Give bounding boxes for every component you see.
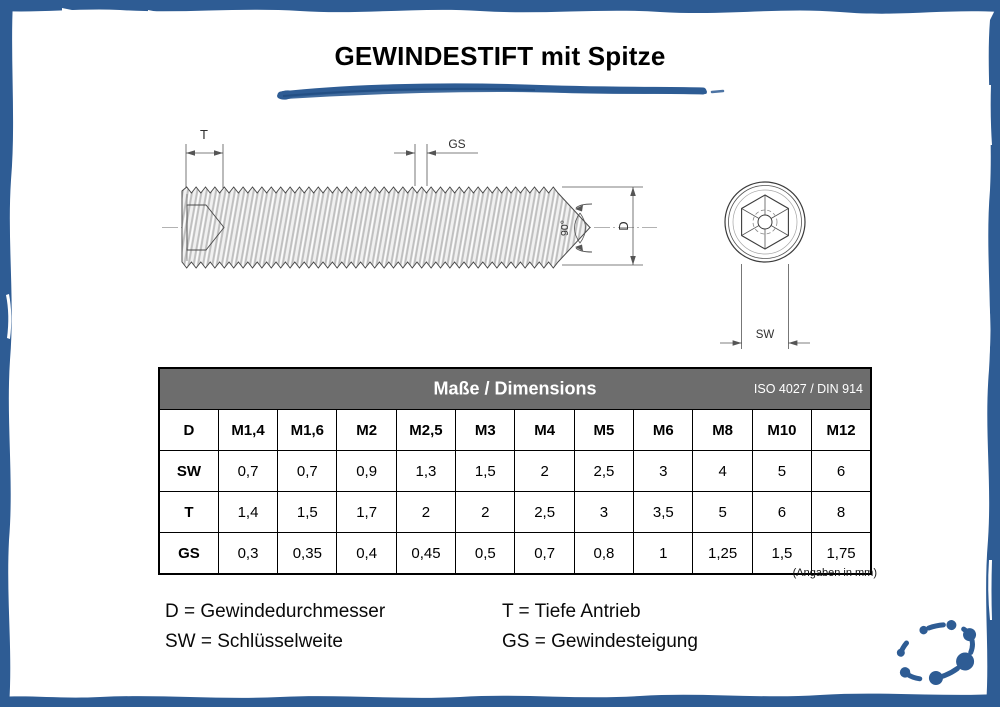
table-cell: 1,75: [812, 533, 871, 575]
table-cell: 0,35: [278, 533, 337, 575]
col-header: M3: [456, 410, 515, 451]
table-cell: 5: [693, 492, 752, 533]
table-cell: 1,25: [693, 533, 752, 575]
table-row-t: [159, 492, 871, 533]
table-cell: 1,5: [752, 533, 811, 575]
col-header: M4: [515, 410, 574, 451]
table-cell: 1,3: [396, 451, 455, 492]
title-underline-brush: [275, 78, 730, 108]
dimension-T-label: T: [200, 127, 208, 142]
table-row-gs: [159, 533, 871, 575]
table-cell: 2,5: [515, 492, 574, 533]
col-header: M10: [752, 410, 811, 451]
front-view-drawing: [700, 152, 850, 362]
table-cell: 6: [752, 492, 811, 533]
table-cell: 0,3: [218, 533, 277, 575]
units-note: (Angaben in mm): [792, 567, 877, 579]
table-cell: 8: [812, 492, 871, 533]
dimension-GS-arrows: [406, 150, 436, 156]
row-label: SW: [159, 451, 218, 492]
table-cell: 2: [456, 492, 515, 533]
table-cell: 0,9: [337, 451, 396, 492]
center-hole: [758, 215, 772, 229]
table-title: Maße / Dimensions: [433, 378, 597, 399]
legend-d: D = Gewindedurchmesser: [165, 601, 386, 622]
dimension-GS-label: GS: [448, 137, 466, 151]
table-cell: 0,45: [396, 533, 455, 575]
table-cell: 3: [634, 451, 693, 492]
row-label: T: [159, 492, 218, 533]
table-cell: 4: [693, 451, 752, 492]
table-row-sw: [159, 451, 871, 492]
table-cell: 0,5: [456, 533, 515, 575]
page-title: GEWINDESTIFT mit Spitze: [334, 41, 666, 71]
dimensions-table: [158, 367, 872, 575]
table-cell: 0,7: [515, 533, 574, 575]
table-cell: 1,5: [456, 451, 515, 492]
table-cell: 0,7: [218, 451, 277, 492]
table-cell: 5: [752, 451, 811, 492]
dimension-T: [186, 144, 223, 188]
table-cell: 2: [515, 451, 574, 492]
table-cell: 0,7: [278, 451, 337, 492]
table-cell: 2: [396, 492, 455, 533]
col-header: M6: [634, 410, 693, 451]
table-header-band: [159, 368, 871, 410]
col-header: M1,4: [218, 410, 277, 451]
table-cell: 3: [574, 492, 633, 533]
side-view-drawing: [160, 122, 665, 297]
table-cell: 0,8: [574, 533, 633, 575]
point-angle-label: 90°: [559, 220, 571, 236]
col-header: M8: [693, 410, 752, 451]
table-cell: 3,5: [634, 492, 693, 533]
row-label: GS: [159, 533, 218, 575]
col-header: M1,6: [278, 410, 337, 451]
table-cell: 0,4: [337, 533, 396, 575]
table-cell: 1: [634, 533, 693, 575]
table-standard-label: ISO 4027 / DIN 914: [753, 382, 863, 396]
table-cell: 1,5: [278, 492, 337, 533]
dimension-SW-label: SW: [755, 329, 775, 341]
table-cell: 1,7: [337, 492, 396, 533]
table-row-sizes: [159, 410, 871, 451]
col-header: M12: [812, 410, 871, 451]
table-cell: 6: [812, 451, 871, 492]
table-cell: 2,5: [574, 451, 633, 492]
dimension-SW-arrows: [733, 340, 798, 346]
col-header: M2,5: [396, 410, 455, 451]
legend-gs: GS = Gewindesteigung: [502, 631, 698, 652]
col-header: M5: [574, 410, 633, 451]
legend-sw: SW = Schlüsselweite: [165, 631, 343, 652]
legend-t: T = Tiefe Antrieb: [502, 601, 641, 622]
col-header: M2: [337, 410, 396, 451]
brand-logo: [880, 603, 992, 703]
dimension-D-label: D: [616, 221, 631, 231]
table-cell: 1,4: [218, 492, 277, 533]
col-header: D: [159, 410, 218, 451]
screw-body: [182, 187, 590, 268]
